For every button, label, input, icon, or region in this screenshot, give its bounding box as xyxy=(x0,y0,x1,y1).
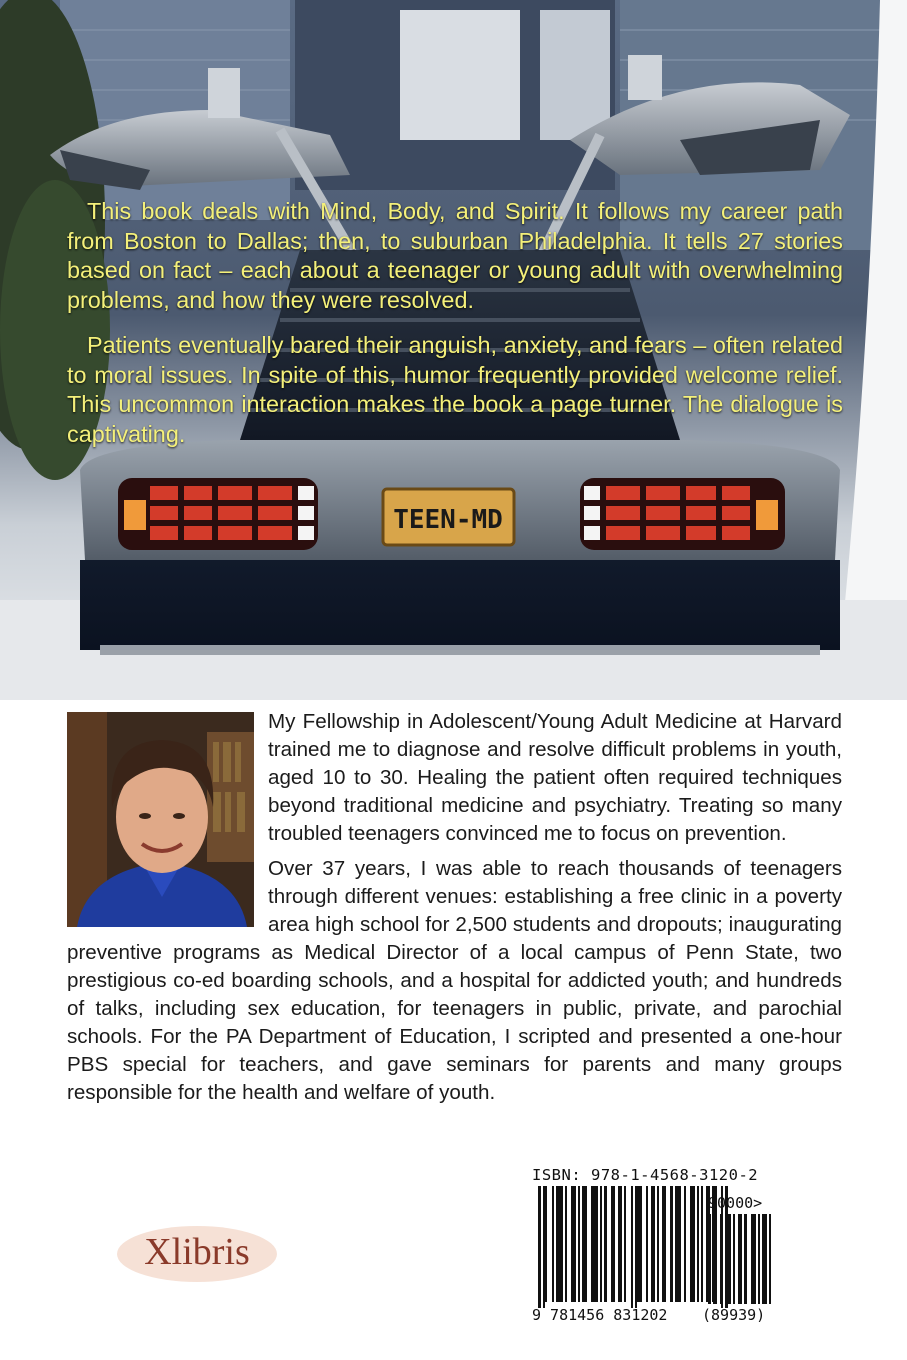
barcode-bar xyxy=(618,1186,620,1302)
barcode-addon-bar xyxy=(738,1214,740,1304)
barcode-addon-bottom: (89939) xyxy=(702,1306,766,1324)
barcode-addon-bar xyxy=(715,1214,717,1304)
barcode-bar xyxy=(697,1186,699,1302)
barcode-bar xyxy=(675,1186,677,1302)
barcode-bar xyxy=(690,1186,692,1302)
barcode-bar xyxy=(558,1186,560,1302)
barcode-bar xyxy=(653,1186,655,1302)
barcode-bar xyxy=(624,1186,626,1302)
barcode-addon-bar xyxy=(751,1214,753,1304)
barcode-bar xyxy=(545,1186,547,1302)
barcode-bar xyxy=(692,1186,695,1302)
barcode-addon-bar xyxy=(744,1214,747,1304)
barcode-bar xyxy=(571,1186,574,1302)
barcode-bar xyxy=(560,1186,563,1302)
barcode-addon-bar xyxy=(758,1214,760,1304)
barcode-addon-bar xyxy=(720,1214,722,1304)
barcode-bar xyxy=(593,1186,596,1302)
barcode-addon-bar xyxy=(713,1214,715,1304)
barcode-bar xyxy=(651,1186,653,1302)
barcode-bar xyxy=(664,1186,666,1302)
barcode-bar xyxy=(613,1186,615,1302)
barcode-addon-bar xyxy=(726,1214,729,1304)
barcode-bar xyxy=(585,1186,587,1302)
isbn-label: ISBN: 978-1-4568-3120-2 xyxy=(532,1166,759,1184)
barcode-addon-bar xyxy=(708,1214,711,1304)
xlibris-logo-icon xyxy=(112,1218,282,1288)
barcode-addon-bar xyxy=(733,1214,735,1304)
barcode-bar xyxy=(578,1186,580,1302)
barcode-bar xyxy=(646,1186,648,1302)
barcode-bar xyxy=(543,1186,545,1308)
blurb-paragraph-2: Patients eventually bared their anguish, anxiety, and fears – often related to moral issues. In spite of this, humor frequently provided welcome relief. This uncommon interaction makes the book a page turner. The dialogue is captivating. xyxy=(67,332,843,447)
barcode-bar xyxy=(604,1186,607,1302)
barcode-bar xyxy=(556,1186,558,1302)
barcode-bar xyxy=(657,1186,659,1302)
bio-paragraph-1: My Fellowship in Adolescent/Young Adult Medicine at Harvard trained me to diagnose and resolve difficult problems in youth, aged 10 to 30. Healing the patient often required techniques beyond traditional medicine and psychiatry. Treating so many troubled teenagers convinced me to focus on prevention. xyxy=(268,710,842,845)
barcode-bar xyxy=(631,1186,633,1308)
barcode-bar xyxy=(662,1186,664,1302)
barcode-addon-bar xyxy=(762,1214,765,1304)
xlibris-logo xyxy=(112,1218,282,1288)
photo-spacer xyxy=(67,708,268,934)
barcode-bar xyxy=(596,1186,598,1302)
barcode-bar xyxy=(637,1186,640,1302)
isbn-barcode xyxy=(532,1186,784,1326)
barcode-addon-bar xyxy=(753,1214,756,1304)
bio-paragraph-2: Over 37 years, I was able to reach thousands of teenagers through different venues: establishing a free clinic in a poverty area high school for 2,500 students and dropouts; inaugurating preventive programs as Medical Director of a local campus of Penn State, two prestigious co-ed boarding schools, and a hospital for addicted youth; and hundreds of talks, including sex education, for teenagers in public, private, and parochial schools. For the PA Department of Education, I scripted and presented a one-hour PBS special for teachers, and gave seminars for parents and many groups responsible for the health and welfare of youth. xyxy=(67,857,842,1104)
license-plate-text: TEEN-MD xyxy=(393,505,503,535)
barcode-bar xyxy=(565,1186,567,1302)
barcode-addon-bar xyxy=(729,1214,731,1304)
barcode-bar xyxy=(677,1186,679,1302)
barcode-bar xyxy=(679,1186,681,1302)
barcode-bar xyxy=(574,1186,576,1302)
barcode-bar xyxy=(620,1186,622,1302)
author-bio xyxy=(67,708,842,1114)
barcode-bar xyxy=(552,1186,554,1302)
barcode-bar xyxy=(684,1186,686,1302)
barcode-addon-bar xyxy=(769,1214,771,1304)
barcode-main-digits: 9 781456 831202 xyxy=(532,1306,668,1324)
barcode-addon-top: 90000> xyxy=(708,1194,763,1212)
barcode-bar xyxy=(701,1186,703,1302)
barcode-bar xyxy=(635,1186,637,1308)
publisher-name: Xlibris xyxy=(144,1231,250,1273)
barcode-icon xyxy=(532,1186,784,1326)
barcode-bar xyxy=(640,1186,642,1302)
barcode-bar xyxy=(670,1186,673,1302)
barcode-bar xyxy=(538,1186,541,1308)
barcode-addon-bar xyxy=(740,1214,742,1304)
blurb-paragraph-1: This book deals with Mind, Body, and Spirit. It follows my career path from Boston to Dallas; then, to suburban Philadelphia. It tells 27 stories based on fact – each about a teenager or young adult with overwhelming problems, and how they were resolved. xyxy=(67,198,843,313)
barcode-bar xyxy=(591,1186,593,1302)
barcode-addon-bar xyxy=(765,1214,767,1304)
barcode-bar xyxy=(582,1186,585,1302)
barcode-bar xyxy=(611,1186,613,1302)
barcode-bar xyxy=(600,1186,602,1302)
